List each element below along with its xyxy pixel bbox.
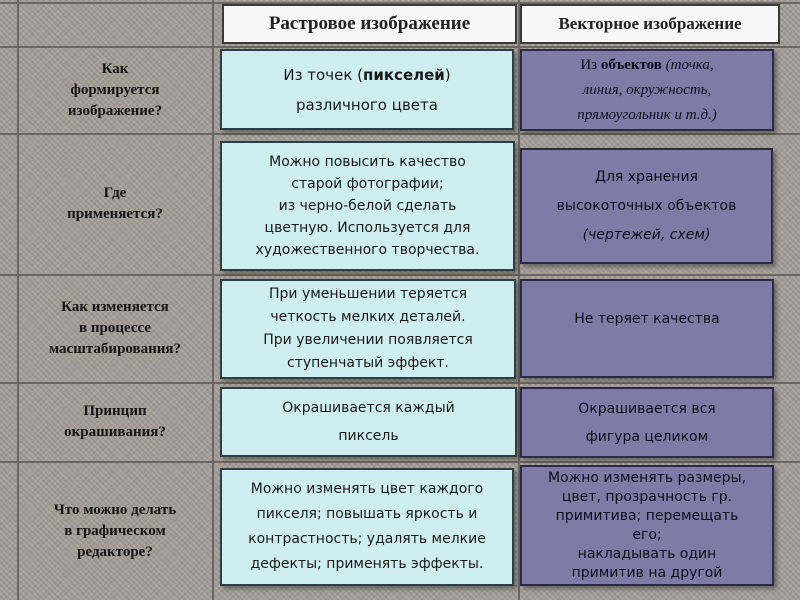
vector-column-header [520,4,780,44]
row-label-text: Что можно делать в графическом редакторе? [53,501,177,560]
vector-cell-coloring [520,387,774,458]
row-label-formation [20,48,210,132]
row-label-text: Принцип окрашивания? [64,403,166,440]
cell-text: различного цвета [296,95,438,114]
raster-cell-coloring [220,387,517,457]
raster-column-header [222,4,517,44]
cell-text-bold: объектов [600,56,662,73]
row-label-coloring [20,384,210,460]
raster-cell-usage [220,141,515,271]
row-label-text: Где применяется? [67,185,163,222]
cell-text: Не теряет качества [574,311,720,327]
cell-text: Из [580,56,601,73]
cell-text: Можно повысить качество старой фотографии; из черно-белой сделать цветную. Используется для художественного творчества. [255,154,480,258]
cell-text-bold: пикселей [363,65,445,84]
row-label-text: Как изменяется в процессе масштабирования? [48,299,182,357]
raster-header-label: Растровое изображение [268,13,471,34]
vector-header-label: Векторное изображение [558,14,742,33]
cell-text-italic: (точка, [661,56,714,73]
raster-cell-formation [220,49,514,130]
vector-cell-scaling [520,279,774,378]
cell-text-italic: линия, окружность, [582,81,712,98]
cell-text: Можно изменять цвет каждого пикселя; повышать яркость и контрастность; удалять мелкие дефекты; применять эффекты. [248,481,486,572]
row-label-usage [20,135,210,273]
cell-text: высокоточных объектов [556,197,737,214]
cell-text: ) [444,65,451,84]
cell-text: Из точек ( [283,65,363,84]
cell-text: Окрашивается каждый пиксель [282,400,455,444]
cell-text: Для хранения [595,168,698,185]
vector-cell-editing [520,465,774,586]
cell-text: Окрашивается вся фигура целиком [578,400,716,445]
row-label-scaling [20,276,210,381]
grid-line [212,0,214,600]
grid-line [17,0,19,600]
raster-cell-editing [220,468,514,586]
row-label-text: Как формируется изображение? [67,60,163,119]
raster-cell-scaling [220,279,516,379]
cell-text: Можно изменять размеры, цвет, прозрачность гр. примитива; перемещать его; накладывать один примитив на другой [547,469,747,581]
cell-text-italic: (чертежей, схем) [582,226,711,243]
cell-text-italic: прямоугольник и т.д.) [577,106,717,123]
vector-cell-formation [520,49,774,131]
vector-cell-usage [520,148,773,264]
row-label-editing [20,463,210,599]
cell-text: При уменьшении теряется четкость мелких деталей. При увеличении появляется ступенчатый эффект. [263,286,473,371]
